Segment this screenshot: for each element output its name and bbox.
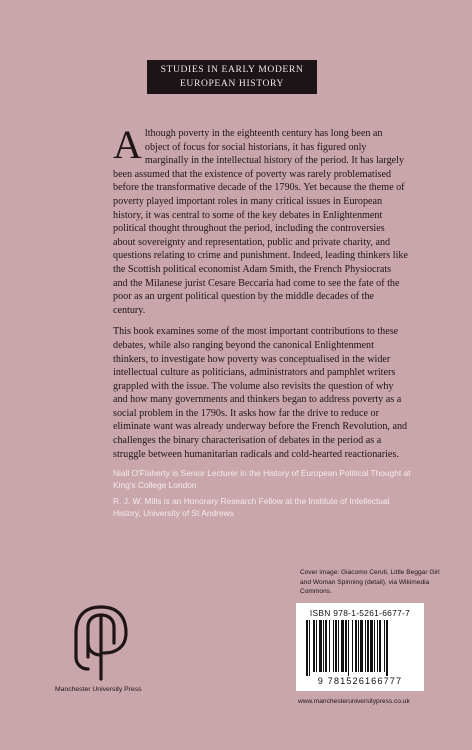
publisher-name: Manchester University Press [55,686,142,693]
description-paragraph-1-text: lthough poverty in the eighteenth century has long been an object of focus for social historians, it has figured only marginally in the intellectual history of the period. It has largely been assumed that the existence of poverty was rarely problematised before the transformative decade of the 1790s. Yet because the theme of poverty played important roles in many critical issues in European history, it was central to some of the key debates in Enlightenment political thought throughout the period, including the controversies about sovereignty and representation, public and private charity, and questions relating to crime and punishment. Indeed, leading thinkers like the Scottish political economist Adam Smith, the French Physiocrats and the Milanese jurist Cesare Beccaria had come to see the fate of the poor as an urgent political question by the middle decades of the century. [113,128,408,316]
barcode-digits-left: 781526 [327,676,365,686]
description-paragraph-1 [113,122,408,317]
author-bios [113,467,413,523]
barcode-digit-first: 9 [317,676,325,686]
barcode-icon [304,620,416,676]
barcode-block [296,603,424,691]
book-description [113,122,408,469]
description-paragraph-2: This book examines some of the most important contributions to these debates, while also ranging beyond the canonical Enlightenment thinkers, to investigate how poverty was conceptualised in the wider intellectual culture as politicians, administrators and pamphlet writers grappled with the issue. The volume also revisits the question of why and how many governments and thinkers began to address poverty as a social problem in the 1790s. It asks how far the drive to reduce or eliminate want was already underway before the French Revolution, and challenges the binary characterisation of debates in the period as a struggle between humanitarian radicals and cold-hearted reactionaries. [113,326,408,460]
cover-image-credit: Cover image: Giacomo Ceruti, Little Beggar Girl and Woman Spinning (detail), via Wikimedia Commons. [300,569,440,595]
author-bio-2: R. J. W. Mills is an Honorary Research Fellow at the Institute of Intellectual History, University of St Andrews [113,496,390,518]
author-bio-1: Niall O'Flaherty is Senior Lecturer in the History of European Political Thought at King's College London [113,468,411,490]
barcode-digits-right: 166777 [364,676,403,686]
publisher-website: www.manchesteruniversitypress.co.uk [298,698,410,705]
series-title-box [147,60,317,94]
isbn-label: ISBN 978-1-5261-6677-7 [309,608,411,618]
drop-cap: A [113,122,142,167]
series-title-line-2: EUROPEAN HISTORY [179,78,285,89]
barcode-digits [296,676,424,686]
manchester-university-press-logo-icon [70,603,132,683]
series-title-line-1: STUDIES IN EARLY MODERN [160,64,304,75]
